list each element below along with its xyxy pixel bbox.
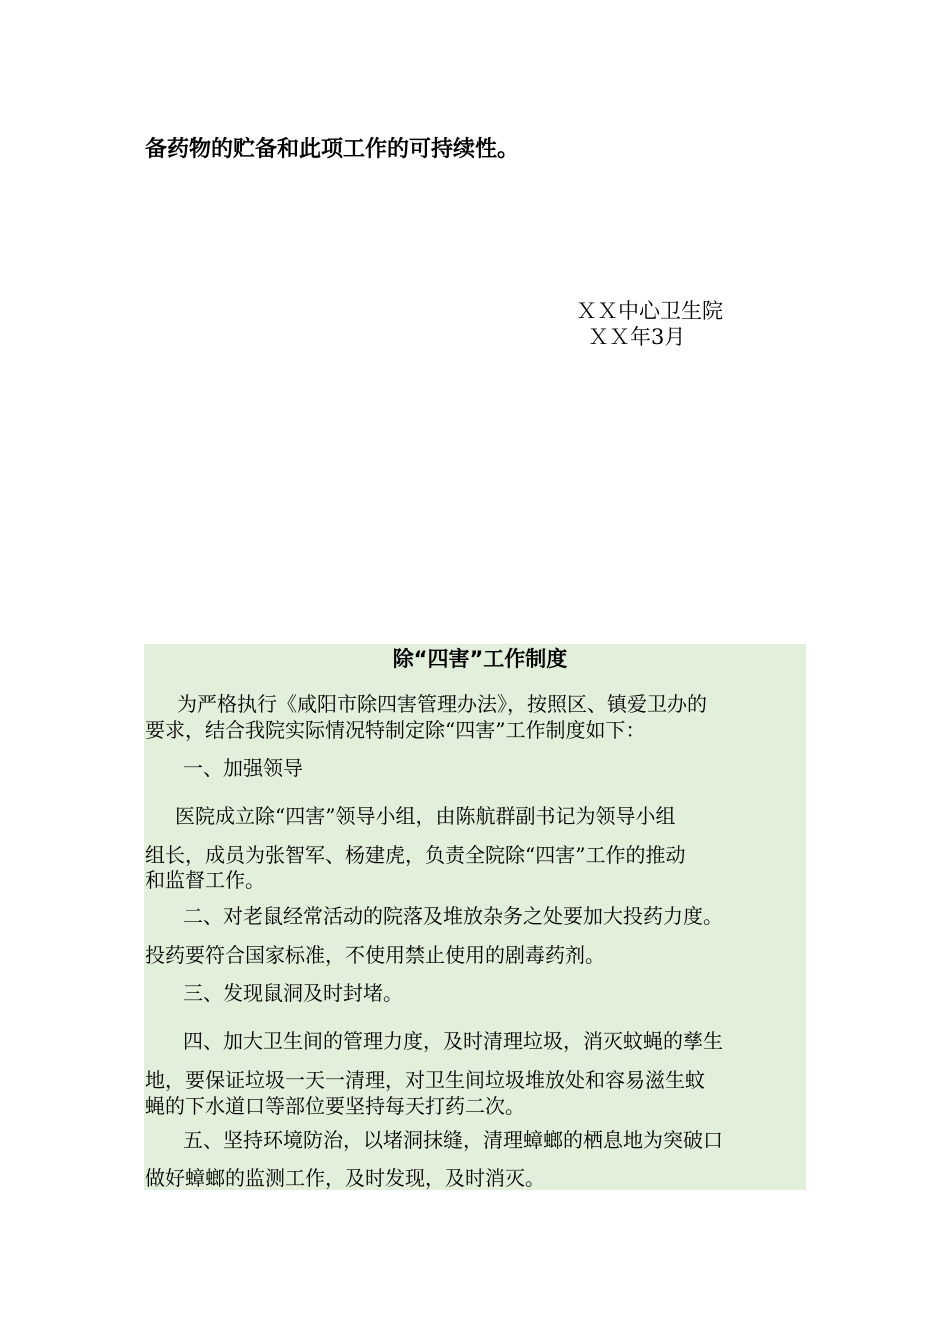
notice-line: 和监督工作。 <box>145 868 265 892</box>
signature-date: ＸＸ年3月 <box>588 325 686 349</box>
notice-line: 投药要符合国家标准，不使用禁止使用的剧毒药剂。 <box>145 943 605 967</box>
notice-line: 三、发现鼠洞及时封堵。 <box>183 981 403 1005</box>
notice-section-heading: 一、加强领导 <box>183 756 303 780</box>
notice-line: 做好蟑螂的监测工作，及时发现，及时消灭。 <box>145 1166 545 1190</box>
notice-line: 组长，成员为张智军、杨建虎，负责全院除“四害”工作的推动 <box>145 843 686 867</box>
notice-line: 四、加大卫生间的管理力度，及时清理垃圾，消灭蚊蝇的孳生 <box>183 1029 723 1053</box>
notice-line: 要求，结合我院实际情况特制定除“四害”工作制度如下： <box>145 718 646 742</box>
notice-line: 地，要保证垃圾一天一清理，对卫生间垃圾堆放处和容易滋生蚊 <box>145 1068 705 1092</box>
notice-line: 为严格执行《咸阳市除四害管理办法》，按照区、镇爱卫办的 <box>177 692 707 716</box>
notice-line: 二、对老鼠经常活动的院落及堆放杂务之处要加大投药力度。 <box>183 904 723 928</box>
signature-organization: ＸＸ中心卫生院 <box>576 299 723 323</box>
continued-paragraph-line: 备药物的贮备和此项工作的可持续性。 <box>145 137 520 162</box>
notice-line: 五、坚持环境防治，以堵洞抹缝，清理蟑螂的栖息地为突破口 <box>183 1128 723 1152</box>
notice-line: 蝇的下水道口等部位要坚持每天打药二次。 <box>145 1094 525 1118</box>
notice-line: 医院成立除“四害”领导小组，由陈航群副书记为领导小组 <box>175 804 676 828</box>
notice-title: 除“四害”工作制度 <box>392 647 568 671</box>
signature-block <box>576 298 723 350</box>
